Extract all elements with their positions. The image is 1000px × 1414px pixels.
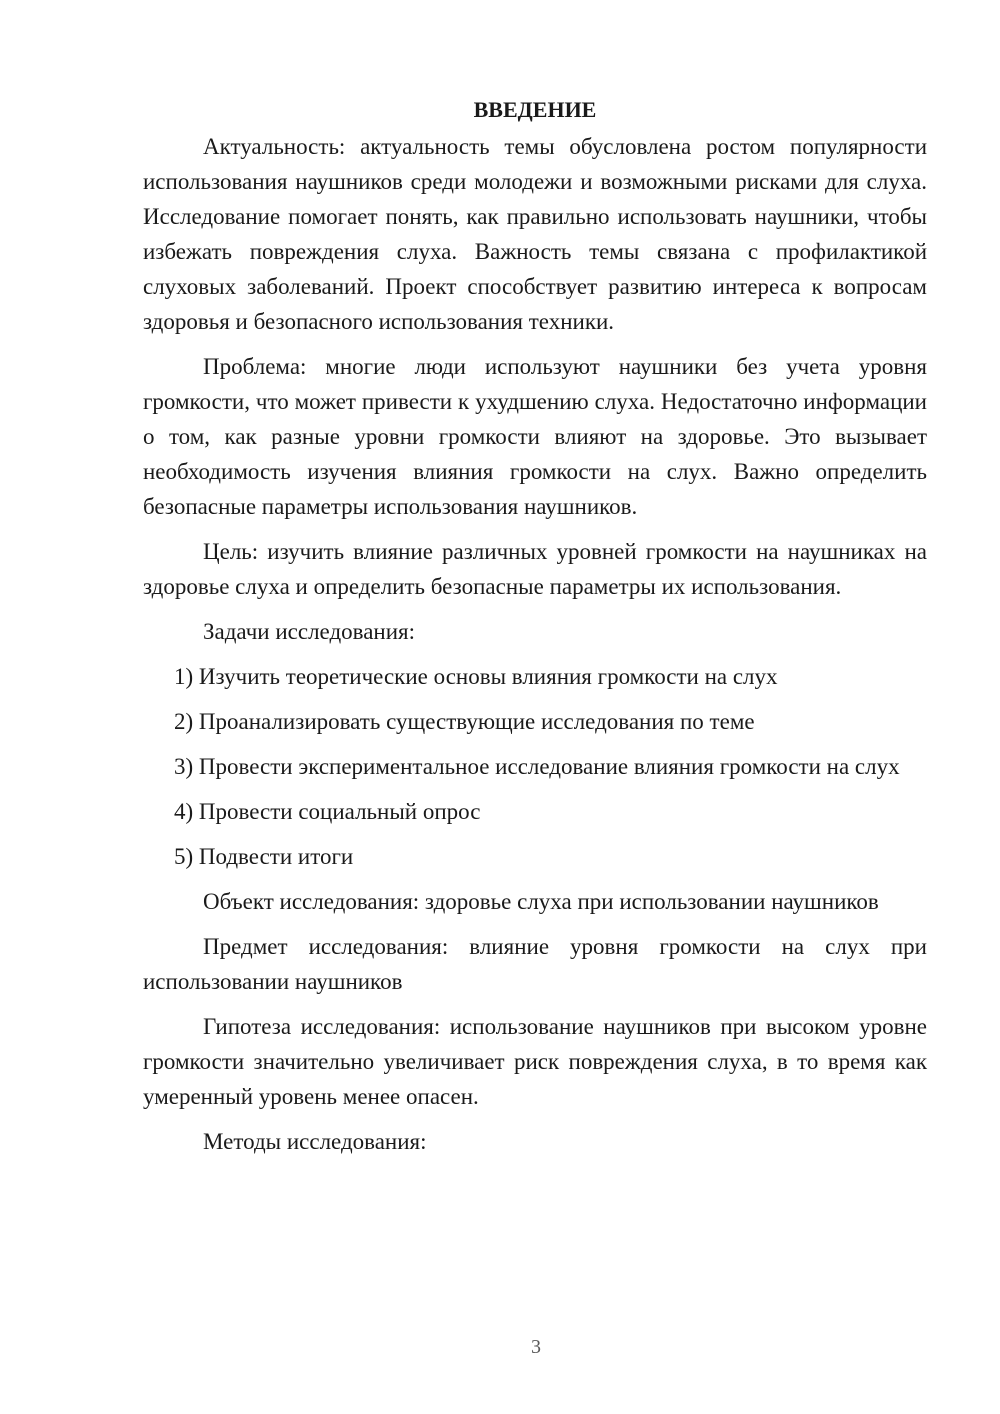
section-title: ВВЕДЕНИЕ (473, 97, 597, 122)
object-paragraph: Объект исследования: здоровье слуха при использовании наушников (203, 889, 879, 914)
goal-paragraph: Цель: изучить влияние различных уровней громкости на наушниках на здоровье слуха и определить безопасные параметры их использования. (143, 539, 927, 599)
tasks-heading: Задачи исследования: (203, 619, 416, 644)
task-item: 3) Провести экспериментальное исследование влияния громкости на слух (174, 754, 900, 779)
task-item: 4) Провести социальный опрос (174, 799, 481, 824)
subject-paragraph: Предмет исследования: влияние уровня громкости на слух при использовании наушников (143, 934, 927, 994)
problem-paragraph: Проблема: многие люди используют наушники без учета уровня громкости, что может привести к ухудшению слуха. Недостаточно информации о том, как разные уровни громкости влияют на здоровье. Это вызывает необходимость изучения влияния громкости на слух. Важно определить безопасные параметры использования наушников. (143, 354, 927, 519)
task-item: 1) Изучить теоретические основы влияния громкости на слух (174, 664, 778, 689)
relevance-paragraph: Актуальность: актуальность темы обусловлена ростом популярности использования наушников среди молодежи и возможными рисками для слуха. Исследование помогает понять, как правильно использовать наушники, чтобы избежать повреждения слуха. Важность темы связана с профилактикой слуховых заболеваний. Проект способствует развитию интереса к вопросам здоровья и безопасного использования техники. (143, 134, 927, 334)
page-number: 3 (531, 1336, 541, 1358)
page-content (143, 92, 927, 1169)
task-item: 2) Проанализировать существующие исследования по теме (174, 709, 755, 734)
methods-heading: Методы исследования: (203, 1129, 427, 1154)
task-item: 5) Подвести итоги (174, 844, 354, 869)
hypothesis-paragraph: Гипотеза исследования: использование наушников при высоком уровне громкости значительно увеличивает риск повреждения слуха, в то время как умеренный уровень менее опасен. (143, 1014, 927, 1109)
